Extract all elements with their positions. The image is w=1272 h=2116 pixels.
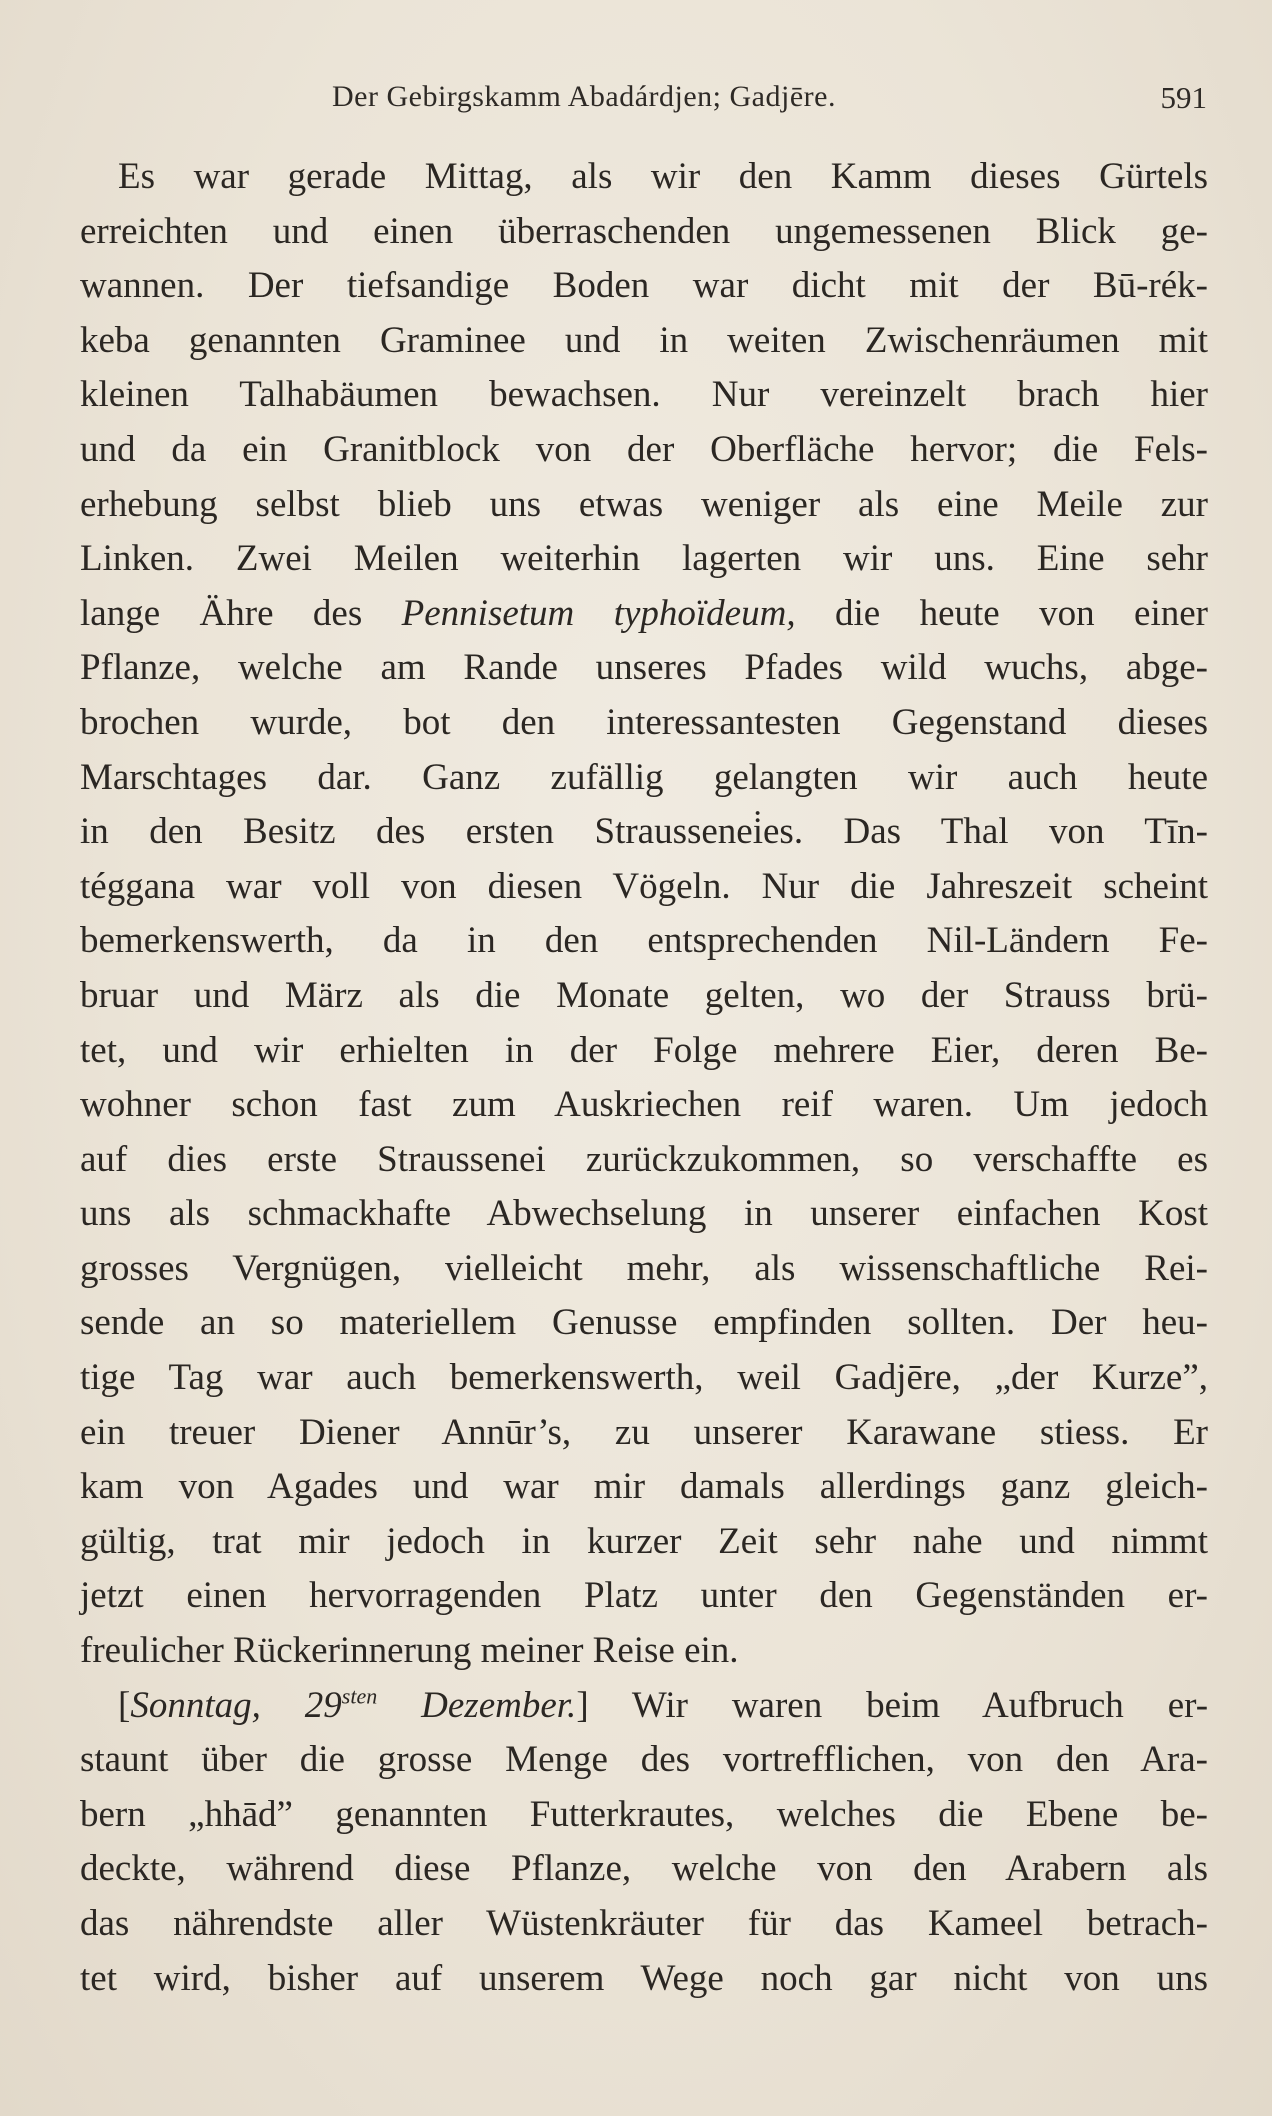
date-month: Dezember. <box>377 1684 577 1726</box>
running-head: Der Gebirgskamm Abadárdjen; Gadjēre. <box>332 80 836 113</box>
text-line: auf dies erste Straussenei zurückzukommen, so verschaffte es <box>80 1138 1208 1180</box>
text-line: kam von Agades und war mir damals allerdings ganz gleich- <box>80 1466 1208 1508</box>
bracket-open: [ <box>118 1684 131 1726</box>
text-line: freulicher Rückerinnerung meiner Reise ein. <box>80 1630 739 1672</box>
text-line: erreichten und einen überraschenden ungemessenen Blick ge- <box>80 210 1208 252</box>
text-line: sende an so materiellem Genusse empfinden sollten. Der heu- <box>80 1302 1208 1344</box>
text-line: und da ein Granitblock von der Oberfläche hervor; die Fels- <box>80 428 1208 470</box>
text-line: Es war gerade Mittag, als wir den Kamm dieses Gürtels <box>118 156 1208 197</box>
text-line: jetzt einen hervorragenden Platz unter den Gegenständen er- <box>80 1575 1208 1617</box>
dated-line <box>80 1679 1208 1734</box>
text-line: bern „hhād” genannten Futterkrautes, welches die Ebene be- <box>80 1793 1208 1835</box>
line-start: lange Ähre des <box>80 592 402 634</box>
page-header <box>82 80 1207 120</box>
text-line: uns als schmackhafte Abwechselung in unserer einfachen Kost <box>80 1193 1208 1235</box>
text-line: wannen. Der tiefsandige Boden war dicht mit der Bū-rék- <box>80 265 1208 307</box>
bracket-close: ] <box>576 1684 589 1726</box>
text-line: Linken. Zwei Meilen weiterhin lagerten wir uns. Eine sehr <box>80 538 1208 580</box>
text-line-with-italic <box>80 587 1208 642</box>
text-line: brochen wurde, bot den interessantesten Gegenstand dieses <box>80 701 1208 743</box>
text-line: erhebung selbst blieb uns etwas weniger als eine Meile zur <box>80 483 1208 525</box>
text-line: Pflanze, welche am Rande unseres Pfades wild wuchs, abge- <box>80 647 1208 689</box>
text-line: deckte, während diese Pflanze, welche von den Arabern als <box>80 1848 1208 1890</box>
text-line: Marschtages dar. Ganz zufällig gelangten wir auch heute <box>80 756 1208 798</box>
line-end: Wir waren beim Aufbruch er- <box>588 1684 1209 1726</box>
text-line: wohner schon fast zum Auskriechen reif waren. Um jedoch <box>80 1084 1208 1126</box>
text-line: tet, und wir erhielten in der Folge mehrere Eier, deren Be- <box>80 1029 1208 1071</box>
text-line: tige Tag war auch bemerkenswerth, weil Gadjēre, „der Kurze”, <box>80 1357 1208 1399</box>
text-line: in den Besitz des ersten Straussenei̇es. Das Thal von Tīn- <box>80 811 1208 853</box>
text-line: bemerkenswerth, da in den entsprechenden Nil-Ländern Fe- <box>80 920 1208 962</box>
body-text <box>80 150 1208 2006</box>
text-line: grosses Vergnügen, vielleicht mehr, als wissenschaftliche Rei- <box>80 1247 1208 1289</box>
text-line: tet wird, bisher auf unserem Wege noch gar nicht von uns <box>80 1957 1208 1999</box>
text-line: ein treuer Diener Annūr’s, zu unserer Karawane stiess. Er <box>80 1411 1208 1453</box>
date-ordinal: sten <box>341 1683 378 1709</box>
text-line: das nährendste aller Wüstenkräuter für das Kameel betrach- <box>80 1903 1208 1944</box>
text-line: gültig, trat mir jedoch in kurzer Zeit sehr nahe und nimmt <box>80 1520 1208 1562</box>
date-day: Sonntag, 29 <box>130 1684 342 1726</box>
page-number: 591 <box>1160 80 1207 115</box>
text-line: staunt über die grosse Menge des vortrefflichen, von den Ara- <box>80 1739 1208 1781</box>
text-line: téggana war voll von diesen Vögeln. Nur die Jahreszeit scheint <box>80 865 1208 907</box>
species-name: Pennisetum typhoïdeum, <box>401 592 796 634</box>
text-line: kleinen Talhabäumen bewachsen. Nur vereinzelt brach hier <box>80 374 1208 416</box>
line-end: die heute von einer <box>795 592 1208 634</box>
text-line: bruar und März als die Monate gelten, wo der Strauss brü- <box>80 974 1208 1016</box>
text-line: keba genannten Graminee und in weiten Zwischenräumen mit <box>80 319 1208 361</box>
